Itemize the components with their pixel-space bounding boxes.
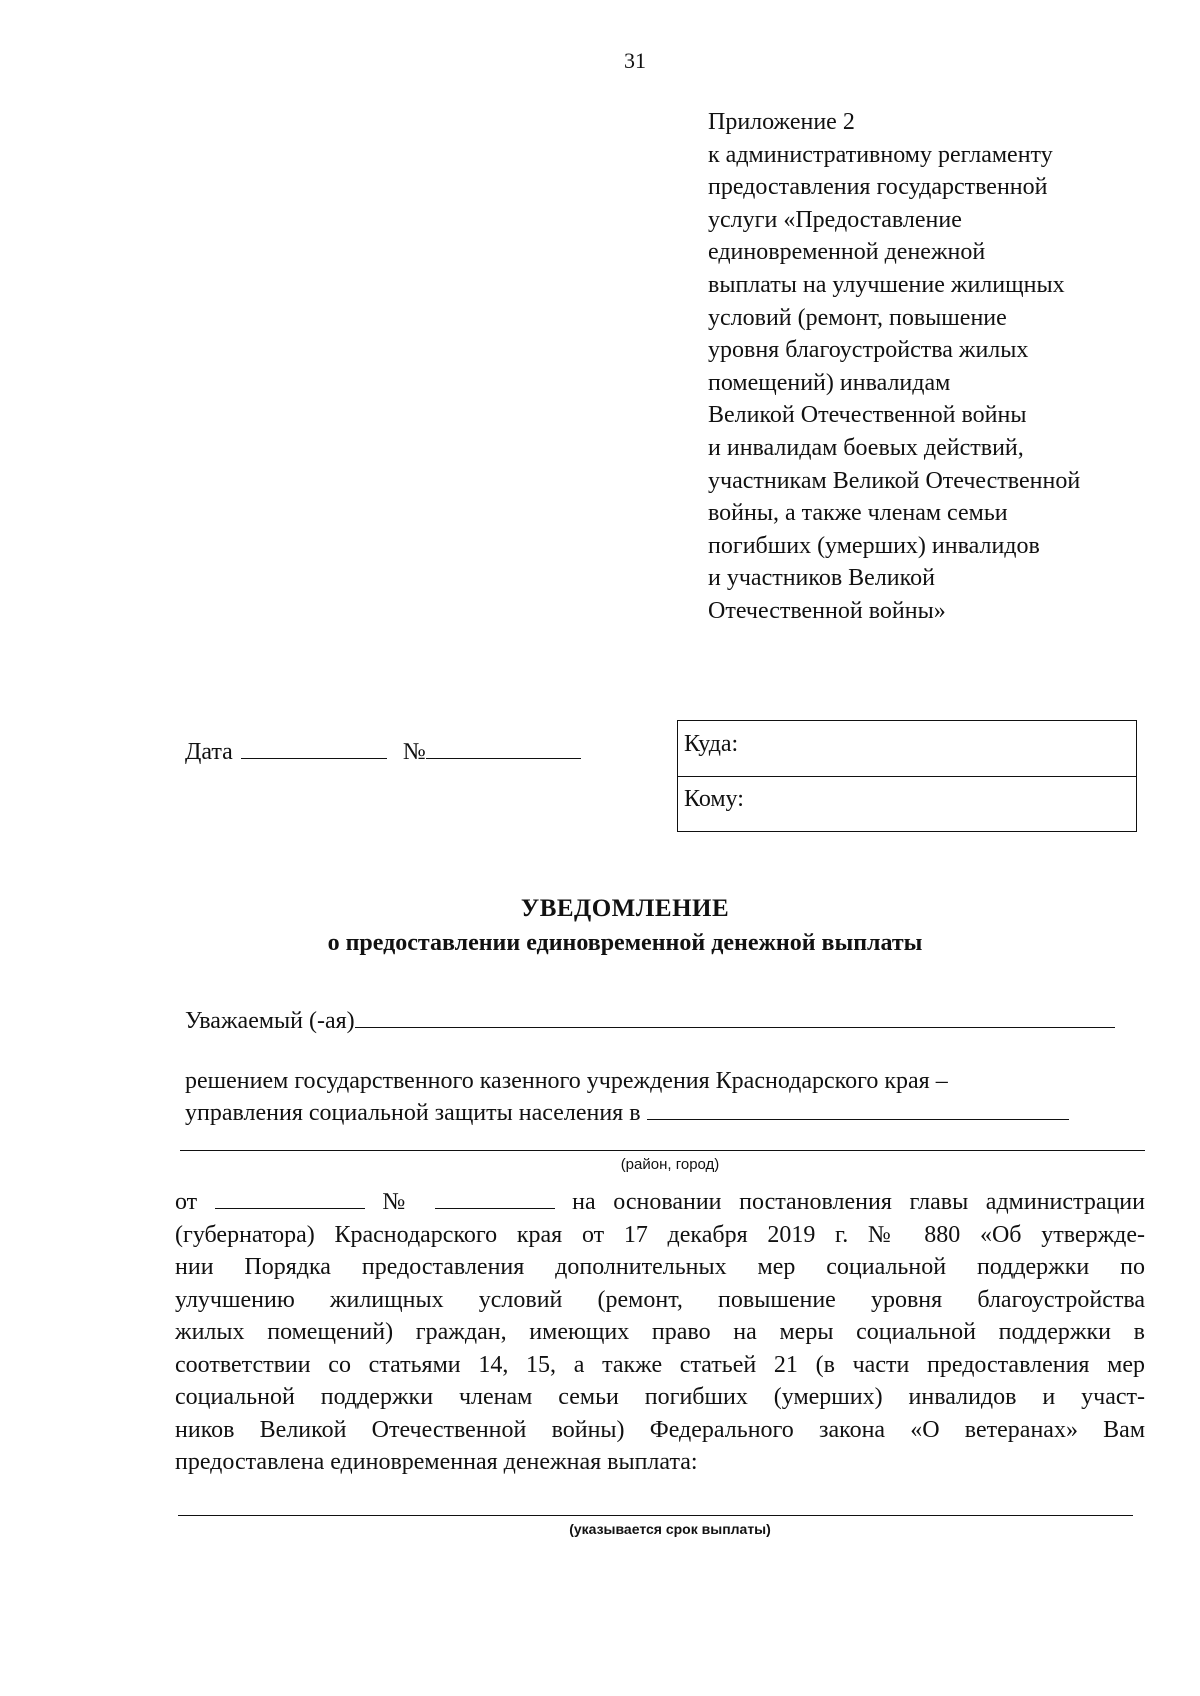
- body-line: соответствии со статьями 14, 15, а также статьей 21 (в части предоставления мер: [175, 1351, 1145, 1378]
- decision-date-field[interactable]: [215, 1186, 365, 1209]
- notification-body: [175, 1186, 1145, 1479]
- appendix-header: [708, 106, 1178, 628]
- payment-period-caption: (указывается срок выплаты): [569, 1521, 771, 1537]
- appendix-line: Великой Отечественной войны: [708, 402, 1027, 429]
- address-divider: [678, 776, 1136, 777]
- appendix-line: выплаты на улучшение жилищных: [708, 271, 1065, 298]
- where-label: Куда:: [684, 731, 739, 757]
- number-label: №: [402, 739, 426, 765]
- salutation-row: [185, 1005, 1147, 1035]
- appendix-line: и участников Великой: [708, 565, 935, 592]
- body-line: ников Великой Отечественной войны) Федерального закона «О ветеранах» Вам: [175, 1416, 1145, 1443]
- from-label: от: [175, 1189, 198, 1215]
- district-caption: (район, город): [620, 1156, 720, 1173]
- appendix-line: предоставления государственной: [708, 174, 1048, 201]
- appendix-line: услуги «Предоставление: [708, 206, 962, 233]
- decision-line-2: [185, 1097, 1147, 1129]
- appendix-line: участникам Великой Отечественной: [708, 467, 1081, 494]
- number-blank-field[interactable]: [426, 736, 581, 759]
- page-number: 31: [624, 48, 646, 73]
- appendix-line: погибших (умерших) инвалидов: [708, 532, 1040, 559]
- document-title: УВЕДОМЛЕНИЕ: [520, 895, 730, 922]
- decision-line-text: управления социальной защиты населения в: [185, 1100, 641, 1126]
- document-subtitle: о предоставлении единовременной денежной выплаты: [327, 930, 923, 956]
- body-line: (губернатора) Краснодарского края от 17 декабря 2019 г. № 880 «Об утвержде-: [175, 1221, 1145, 1248]
- appendix-line: единовременной денежной: [708, 239, 986, 266]
- body-line: нии Порядка предоставления дополнительных мер социальной поддержки по: [175, 1254, 1145, 1280]
- appendix-line: Отечественной войны»: [708, 597, 946, 624]
- appendix-line: Приложение 2: [708, 109, 855, 135]
- body-line: социальной поддержки членам семьи погибших (умерших) инвалидов и участ-: [175, 1384, 1145, 1410]
- decision-text: [185, 1066, 1147, 1129]
- appendix-line: к административному регламенту: [708, 141, 1053, 168]
- date-blank-field[interactable]: [241, 736, 387, 759]
- address-box: [677, 720, 1137, 832]
- salutation-label: Уважаемый (-ая): [185, 1008, 355, 1034]
- decision-line: решением государственного казенного учреждения Краснодарского края –: [185, 1068, 948, 1094]
- payment-period-blank-line[interactable]: [178, 1515, 1133, 1516]
- body-line-first: [175, 1186, 1145, 1219]
- appendix-line: условий (ремонт, повышение: [708, 304, 1007, 331]
- decision-number-field[interactable]: [435, 1186, 555, 1209]
- body-line-first-text: на основании постановления главы администрации: [572, 1189, 1145, 1215]
- date-number-row: [185, 736, 581, 766]
- body-line: улучшению жилищных условий (ремонт, повышение уровня благоустройства: [175, 1286, 1145, 1313]
- district-blank-line[interactable]: [180, 1150, 1145, 1151]
- body-number-label: №: [382, 1189, 417, 1215]
- appendix-line: войны, а также членам семьи: [708, 500, 1008, 527]
- recipient-name-field[interactable]: [355, 1005, 1115, 1028]
- date-label: Дата: [185, 739, 233, 765]
- body-line: жилых помещений) граждан, имеющих право на меры социальной поддержки в: [175, 1319, 1145, 1345]
- body-line-last: предоставлена единовременная денежная выплата:: [175, 1449, 698, 1475]
- appendix-line: уровня благоустройства жилых: [708, 337, 1029, 364]
- appendix-line: и инвалидам боевых действий,: [708, 434, 1024, 461]
- district-name-field[interactable]: [647, 1097, 1069, 1120]
- whom-label: Кому:: [684, 786, 744, 812]
- appendix-line: помещений) инвалидам: [708, 369, 951, 396]
